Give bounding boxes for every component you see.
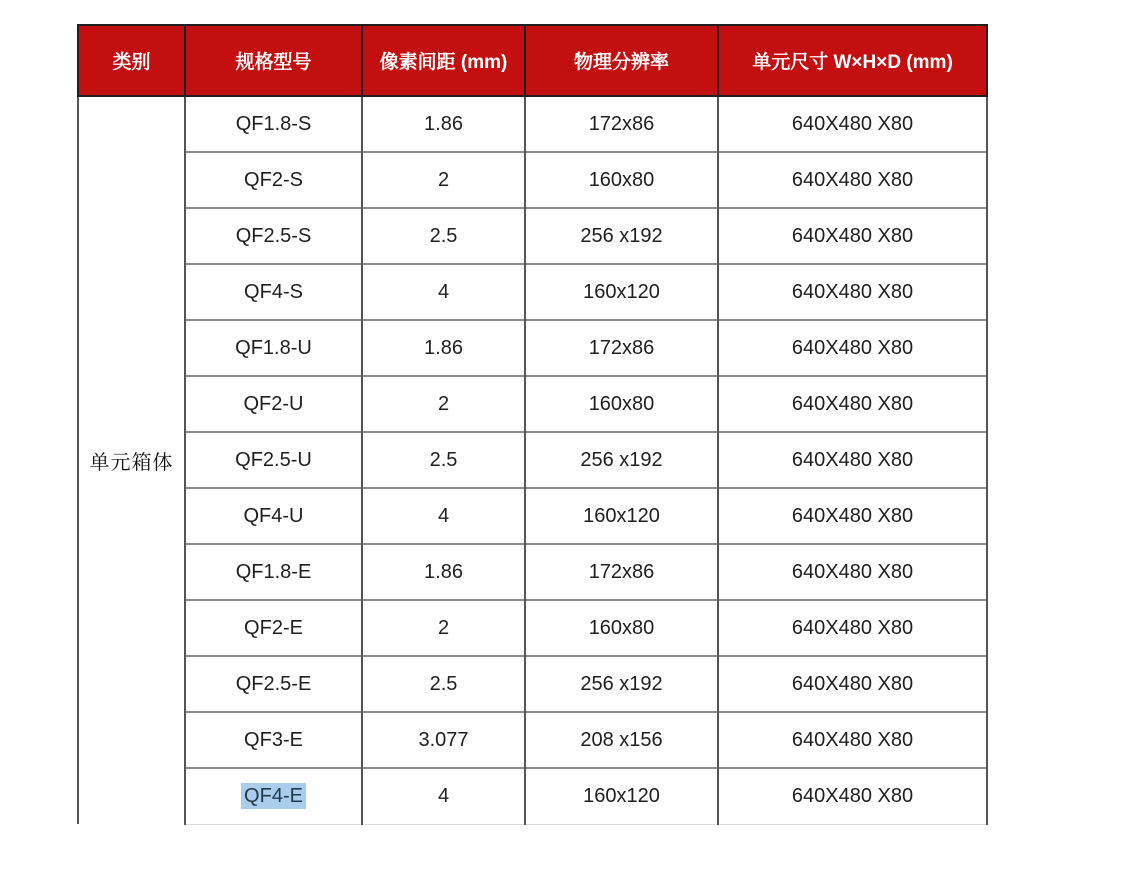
selected-text[interactable]: QF4-E <box>241 783 306 809</box>
cell-resolution: 160x80 <box>525 376 718 432</box>
category-cell: 单元箱体 <box>78 96 185 824</box>
cell-size: 640X480 X80 <box>718 600 987 656</box>
cell-size: 640X480 X80 <box>718 432 987 488</box>
cell-resolution: 256 x192 <box>525 432 718 488</box>
cell-pitch: 2 <box>362 600 525 656</box>
header-model: 规格型号 <box>185 25 362 96</box>
cell-size: 640X480 X80 <box>718 264 987 320</box>
cell-model: QF2-S <box>185 152 362 208</box>
cell-size: 640X480 X80 <box>718 656 987 712</box>
cell-resolution: 208 x156 <box>525 712 718 768</box>
table-row <box>78 208 987 264</box>
cell-model: QF4-U <box>185 488 362 544</box>
cell-resolution: 160x120 <box>525 264 718 320</box>
table-row <box>78 432 987 488</box>
cell-pitch: 1.86 <box>362 544 525 600</box>
cell-model: QF1.8-E <box>185 544 362 600</box>
cell-pitch: 2.5 <box>362 208 525 264</box>
header-row <box>78 25 987 96</box>
cell-model: QF2.5-E <box>185 656 362 712</box>
cell-model: QF2-E <box>185 600 362 656</box>
cell-pitch: 2 <box>362 376 525 432</box>
cell-size: 640X480 X80 <box>718 544 987 600</box>
cell-resolution: 172x86 <box>525 320 718 376</box>
header-category: 类别 <box>78 25 185 96</box>
cell-pitch: 4 <box>362 264 525 320</box>
table-row <box>78 96 987 152</box>
cell-size: 640X480 X80 <box>718 152 987 208</box>
table-row <box>78 264 987 320</box>
cell-resolution: 172x86 <box>525 544 718 600</box>
table-row <box>78 376 987 432</box>
header-resolution: 物理分辨率 <box>525 25 718 96</box>
cell-size: 640X480 X80 <box>718 376 987 432</box>
table-row <box>78 600 987 656</box>
cell-pitch: 4 <box>362 768 525 824</box>
table-row <box>78 488 987 544</box>
cell-size: 640X480 X80 <box>718 488 987 544</box>
cell-resolution: 256 x192 <box>525 208 718 264</box>
table-row <box>78 152 987 208</box>
table-row <box>78 320 987 376</box>
cell-pitch: 4 <box>362 488 525 544</box>
cell-size: 640X480 X80 <box>718 712 987 768</box>
cell-pitch: 1.86 <box>362 96 525 152</box>
cell-size: 640X480 X80 <box>718 96 987 152</box>
cell-model: QF1.8-S <box>185 96 362 152</box>
table-row <box>78 544 987 600</box>
cell-resolution: 172x86 <box>525 96 718 152</box>
cell-pitch: 1.86 <box>362 320 525 376</box>
cell-resolution: 160x80 <box>525 600 718 656</box>
cell-model: QF2.5-U <box>185 432 362 488</box>
cell-pitch: 2 <box>362 152 525 208</box>
spec-table <box>77 24 988 825</box>
table-row <box>78 712 987 768</box>
cell-size: 640X480 X80 <box>718 768 987 824</box>
cell-pitch: 2.5 <box>362 656 525 712</box>
table-row <box>78 656 987 712</box>
cell-pitch: 3.077 <box>362 712 525 768</box>
cell-resolution: 160x120 <box>525 488 718 544</box>
table-row <box>78 768 987 824</box>
cell-size: 640X480 X80 <box>718 208 987 264</box>
cell-model: QF3-E <box>185 712 362 768</box>
header-pixel-pitch: 像素间距 (mm) <box>362 25 525 96</box>
cell-size: 640X480 X80 <box>718 320 987 376</box>
cell-resolution: 160x120 <box>525 768 718 824</box>
cell-model: QF1.8-U <box>185 320 362 376</box>
cell-pitch: 2.5 <box>362 432 525 488</box>
cell-resolution: 256 x192 <box>525 656 718 712</box>
cell-model: QF4-S <box>185 264 362 320</box>
cell-model <box>185 768 362 824</box>
header-unit-size: 单元尺寸 W×H×D (mm) <box>718 25 987 96</box>
cell-model: QF2.5-S <box>185 208 362 264</box>
cell-resolution: 160x80 <box>525 152 718 208</box>
cell-model: QF2-U <box>185 376 362 432</box>
